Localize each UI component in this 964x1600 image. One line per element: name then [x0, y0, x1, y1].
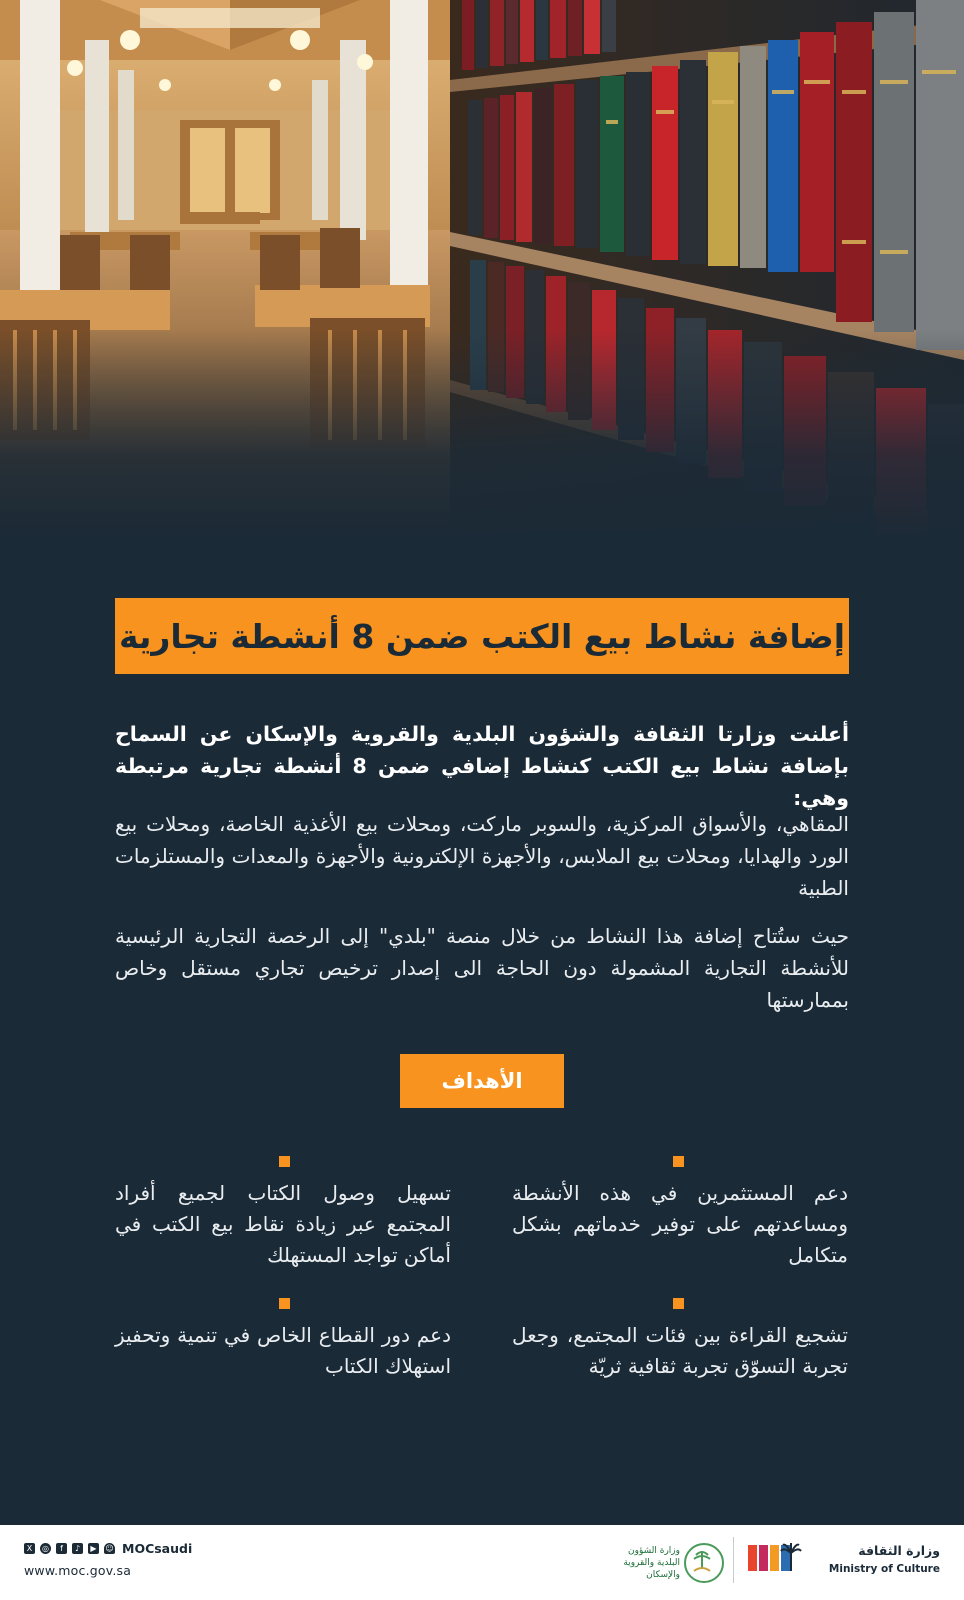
goal-bullet	[279, 1156, 290, 1167]
goal-item	[512, 1320, 848, 1382]
footer	[0, 1525, 964, 1600]
goal-text: تشجيع القراءة بين فئات المجتمع، وجعل تجربة التسوّق تجربة ثقافية ثريّة	[512, 1323, 848, 1378]
website-link[interactable]: www.moc.gov.sa	[24, 1563, 132, 1578]
moc-name-english: Ministry of Culture	[828, 1563, 940, 1575]
goal-text: دعم دور القطاع الخاص في تنمية وتحفيز استهلاك الكتاب	[115, 1323, 451, 1378]
momrah-name: وزارة الشؤون البلدية والقروية والإسكان	[623, 1546, 680, 1580]
goal-item	[115, 1178, 451, 1271]
goal-text: دعم المستثمرين في هذه الأنشطة ومساعدتهم على توفير خدماتهم بشكل متكامل	[512, 1181, 848, 1267]
social-handle[interactable]: MOCsaudi	[122, 1540, 193, 1556]
goal-bullet	[673, 1156, 684, 1167]
momrah-emblem-icon	[684, 1543, 724, 1583]
goals-title: الأهداف	[441, 1069, 523, 1093]
logo-divider	[733, 1537, 734, 1583]
momrah-logo	[618, 1533, 728, 1593]
youtube-icon[interactable]: ▶	[88, 1543, 99, 1554]
goals-badge	[400, 1054, 564, 1108]
instagram-icon[interactable]: ◎	[40, 1543, 51, 1554]
details-text: حيث ستُتاح إضافة هذا النشاط من خلال منصة "بلدي" إلى الرخصة التجارية الرئيسية للأنشطة التجارية المشمولة دون الحاجة الى إصدار ترخيص تجاري مستقل وخاص بممارستها	[115, 924, 849, 1012]
tiktok-icon[interactable]: ♪	[72, 1543, 83, 1554]
goal-bullet	[279, 1298, 290, 1309]
goal-bullet	[673, 1298, 684, 1309]
goal-text: تسهيل وصول الكتاب لجميع أفراد المجتمع عبر زيادة نقاط بيع الكتب في أماكن تواجد المستهلك	[115, 1181, 451, 1267]
goal-item	[115, 1320, 451, 1382]
title-banner	[115, 598, 849, 674]
snapchat-icon[interactable]: ☺	[105, 1543, 114, 1553]
activities-text: المقاهي، والأسواق المركزية، والسوبر ماركت، ومحلات بيع الأغذية الخاصة، ومحلات بيع الورد والهدايا، ومحلات بيع الملابس، والأجهزة الإلكترونية والأجهزة والمعدات والمستلزمات الطبية	[115, 812, 849, 900]
moc-logo	[748, 1539, 948, 1587]
footer-contact	[24, 1539, 192, 1578]
hero-fade-overlay	[0, 330, 964, 540]
social-links	[24, 1539, 192, 1557]
page-title: إضافة نشاط بيع الكتب ضمن 8 أنشطة تجارية	[118, 616, 846, 656]
goal-item	[512, 1178, 848, 1271]
moc-name-arabic: وزارة الثقافة	[858, 1543, 940, 1558]
hero-image	[0, 0, 964, 540]
intro-text: أعلنت وزارتا الثقافة والشؤون البلدية والقروية والإسكان عن السماح بإضافة نشاط بيع الكتب كنشاط إضافي ضمن 8 أنشطة تجارية مرتبطة وهي:	[115, 722, 849, 810]
x-twitter-icon[interactable]: X	[24, 1543, 35, 1554]
facebook-icon[interactable]: f	[56, 1543, 67, 1554]
palm-icon	[780, 1541, 802, 1577]
